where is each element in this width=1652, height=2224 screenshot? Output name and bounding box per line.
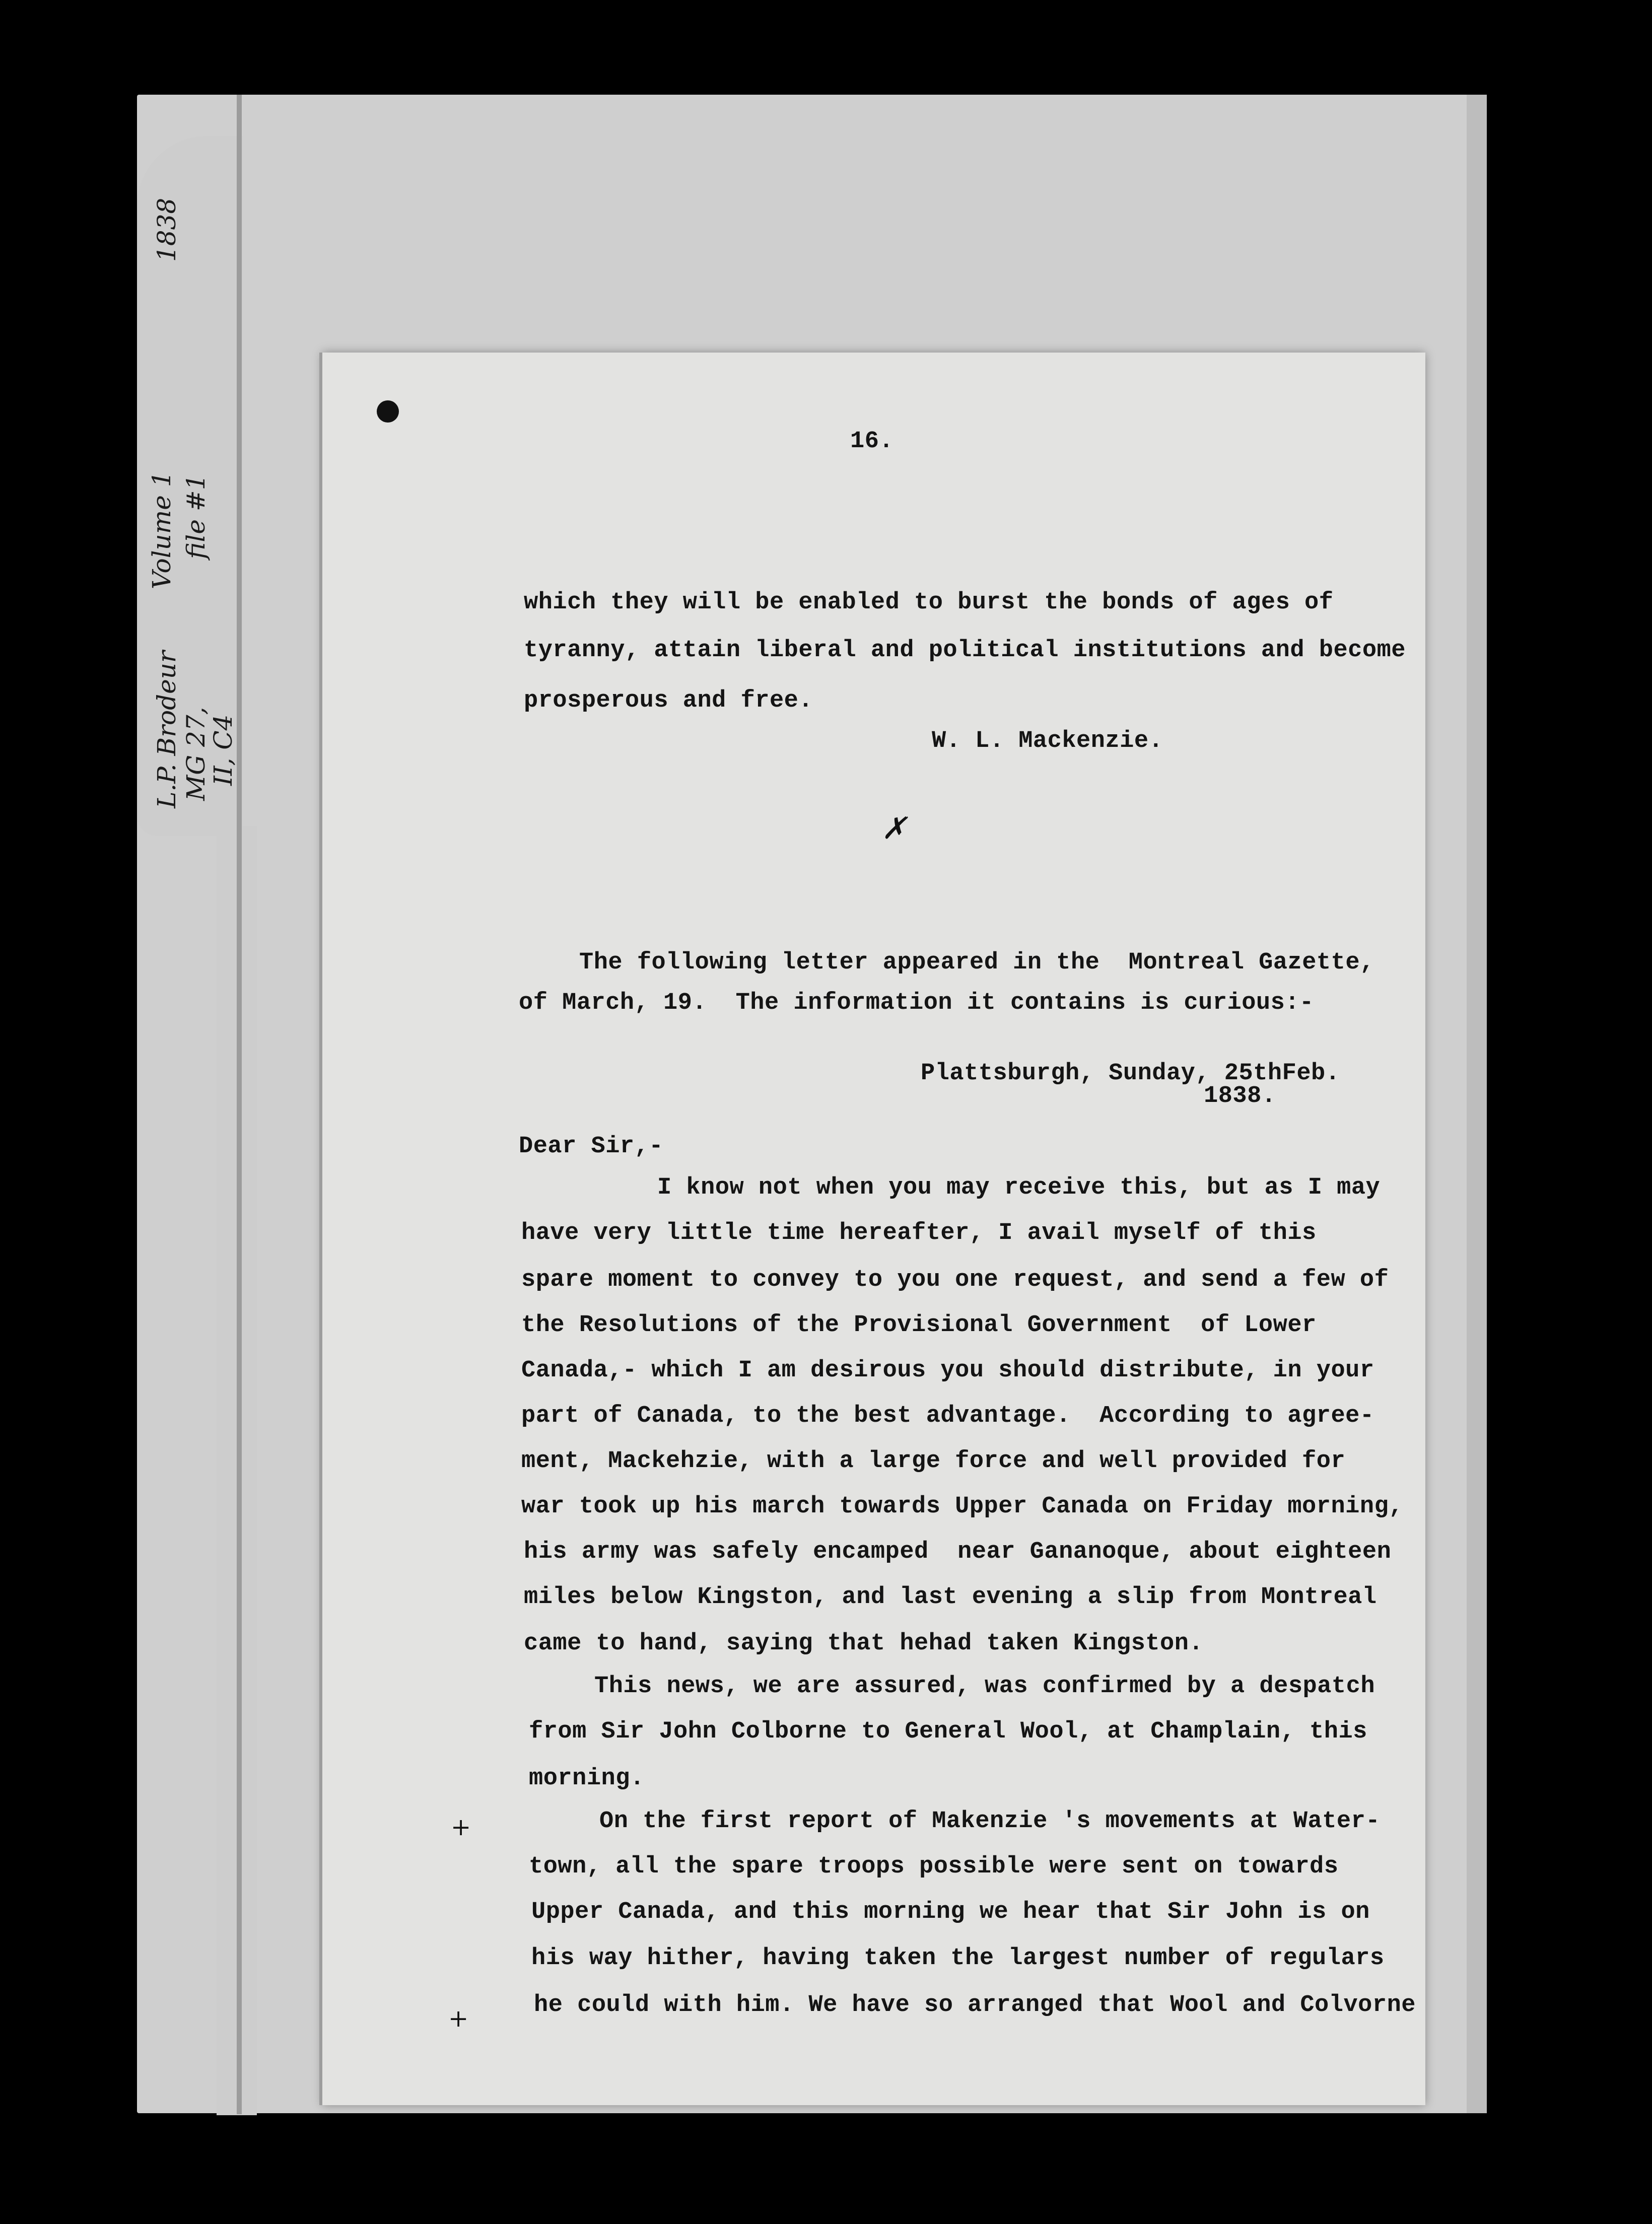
letter-line: morning.	[529, 1765, 645, 1792]
letter-year: 1838.	[1204, 1083, 1276, 1109]
punch-hole	[377, 400, 399, 423]
letter-line: the Resolutions of the Provisional Government of Lower	[521, 1312, 1317, 1339]
margin-tick-mark: +	[448, 2004, 469, 2033]
letter-line: from Sir John Colborne to General Wool, at Champlain, this	[529, 1718, 1367, 1745]
letter-line: war took up his march towards Upper Canada on Friday morning,	[521, 1493, 1403, 1520]
intro-line-1: The following letter appeared in the Montreal Gazette,	[579, 949, 1374, 976]
folder-right-edge	[1467, 95, 1487, 2113]
folder-fold-line	[237, 95, 242, 2114]
folder-volume-note: Volume 1	[147, 471, 176, 589]
letter-salutation: Dear Sir,-	[519, 1133, 664, 1160]
letter-line: came to hand, saying that hehad taken Kingston.	[524, 1630, 1204, 1657]
letter-place-date: Plattsburgh, Sunday, 25thFeb.	[921, 1060, 1340, 1087]
folder-collection-note: L.P. Brodeur	[152, 651, 181, 808]
folder-subseries-note: II, C4	[209, 714, 238, 786]
intro-line-2: of March, 19. The information it contains is curious:-	[519, 990, 1314, 1016]
letter-line: I know not when you may receive this, but as I may	[657, 1174, 1381, 1201]
closing-line-3: prosperous and free.	[524, 687, 813, 714]
folder-file-note: file #1	[181, 474, 211, 559]
folder-year-note: 1838	[152, 197, 181, 262]
letter-line: part of Canada, to the best advantage. According to agree-	[521, 1403, 1374, 1429]
letter-line: On the first report of Makenzie 's movements at Water-	[599, 1808, 1381, 1835]
folder-series-note: MG 27,	[181, 707, 211, 801]
letter-line: he could with him. We have so arranged that Wool and Colvorne	[534, 1992, 1416, 2019]
letter-line: his way hither, having taken the largest number of regulars	[531, 1945, 1385, 1972]
letter-line: spare moment to convey to you one request, and send a few of	[521, 1267, 1389, 1293]
margin-tick-mark: +	[451, 1813, 471, 1841]
letter-line: his army was safely encamped near Gananoque, about eighteen	[524, 1539, 1392, 1565]
letter-line: This news, we are assured, was confirmed by a despatch	[594, 1673, 1375, 1700]
closing-line-1: which they will be enabled to burst the bonds of ages of	[524, 589, 1334, 616]
letter-line: have very little time hereafter, I avail myself of this	[521, 1220, 1317, 1246]
letter-line: Upper Canada, and this morning we hear that Sir John is on	[531, 1899, 1370, 1925]
letter-line: miles below Kingston, and last evening a slip from Montreal	[524, 1584, 1377, 1611]
letter-line: town, all the spare troops possible were sent on towards	[529, 1853, 1339, 1880]
letter-line: ment, Mackehzie, with a large force and well provided for	[521, 1448, 1346, 1475]
signature: W. L. Mackenzie.	[932, 728, 1163, 754]
page-number: 16.	[850, 428, 894, 455]
closing-line-2: tyranny, attain liberal and political institutions and become	[524, 637, 1406, 664]
letter-line: Canada,- which I am desirous you should distribute, in your	[521, 1357, 1374, 1384]
handwritten-x-mark: ✗	[881, 811, 907, 846]
